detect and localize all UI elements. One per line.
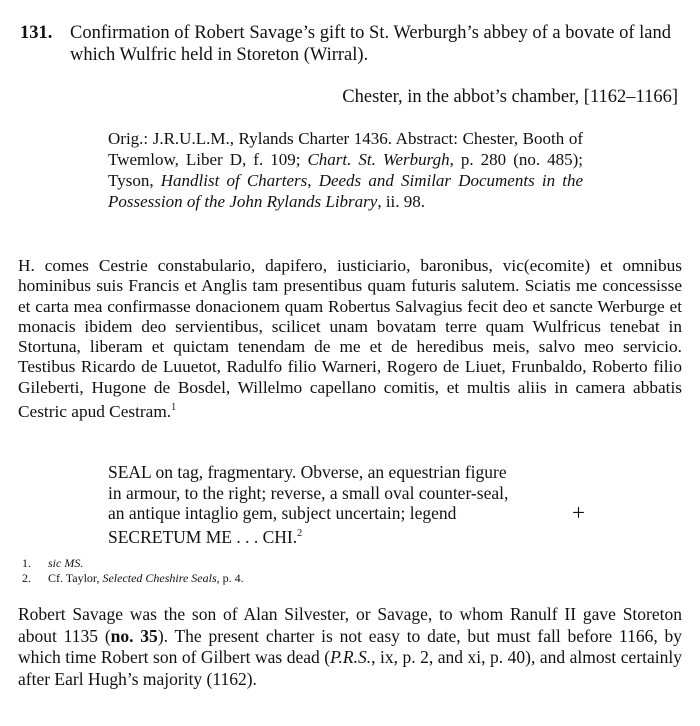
source-title-chartulary: Chart. St. Werburgh [307, 150, 450, 169]
footnote-1-text: sic MS. [48, 556, 84, 570]
seal-line-2: in armour, to the right; reverse, a small oval counter-seal, [108, 482, 509, 503]
footnote-2 [22, 571, 682, 586]
source-title-handlist: Handlist of Charters, Deeds and Similar Documents in the Possession of the John Rylands Library [108, 171, 583, 211]
source-references [108, 128, 583, 212]
footnote-ref-1: 1 [171, 402, 177, 414]
footnote-ref-2: 2 [297, 527, 303, 539]
commentary-paragraph [18, 604, 682, 690]
commentary-citation: P.R.S. [330, 647, 372, 667]
footnotes [22, 556, 682, 586]
source-text-3: , ii. 98. [377, 192, 426, 211]
footnote-2-number: 2. [22, 571, 31, 585]
latin-charter-text [18, 256, 682, 422]
footnote-2-suffix: , p. 4. [216, 571, 244, 585]
seal-line-3: an antique intaglio gem, subject uncertain; legend [108, 503, 457, 523]
commentary-text-1: Robert Savage was the son of Alan Silvester, or Savage, to whom Ranulf II gave Storeton about 1135 ( [18, 604, 682, 646]
charter-heading [20, 22, 680, 66]
seal-line-4 [108, 524, 583, 547]
footnote-1-number: 1. [22, 556, 31, 570]
footnote-2-prefix: Cf. Taylor, [48, 571, 103, 585]
cross-reference: no. 35 [110, 625, 158, 646]
source-text-2: , p. 280 (no. 485); Tyson, [108, 150, 583, 190]
commentary-text-3: , ix, p. 2, and xi, p. 40), and almost certainly after Earl Hugh’s majority (1162). [18, 647, 682, 689]
place-and-date: Chester, in the abbot’s chamber, [1162–1166] [342, 87, 678, 107]
seal-description [108, 462, 583, 547]
source-text-1: Orig.: J.R.U.L.M., Rylands Charter 1436. Abstract: Chester, Booth of Twemlow, Liber D, f. 109; [108, 129, 583, 169]
footnote-1 [22, 556, 682, 571]
charter-title: Confirmation of Robert Savage’s gift to St. Werburgh’s abbey of a bovate of land which Wulfric held in Storeton (Wirral). [70, 23, 672, 65]
cross-symbol: + [572, 500, 585, 525]
footnote-2-title: Selected Cheshire Seals [102, 571, 217, 585]
commentary-text-2: ). The present charter is not easy to date, but must fall before 1166, by which time Robert son of Gilbert was dead ( [18, 625, 683, 667]
latin-text-body: H. comes Cestrie constabulario, dapifero, iusticiario, baronibus, vic(ecomite) et omnibus hominibus suis Francis et Anglis tam presentibus quam futuris salutem. Sciatis me concessisse et carta mea confirmasse donacionem quam Robertus Salvagius fecit deo et sancte Werburge et monacis ibidem deo servientibus, scilicet unam bovatam terre quam Wulfricus tenebat in Stortuna, liberam et quictam tenendam de me et de heredibus meis, salvo meo servicio. Testibus Ricardo de Luuetot, Radulfo filio Warneri, Rogero de Liuet, Frunbaldo, Roberto filio Gileberti, Hugone de Bosdel, Willelmo capellano comitis, et multis aliis in camera abbatis Cestric apud Cestram. [18, 256, 682, 421]
seal-line-1: SEAL on tag, fragmentary. Obverse, an equestrian figure [108, 462, 507, 482]
seal-legend: SECRETUM ME . . . CHI. [108, 526, 298, 547]
charter-number: 131. [20, 23, 53, 43]
